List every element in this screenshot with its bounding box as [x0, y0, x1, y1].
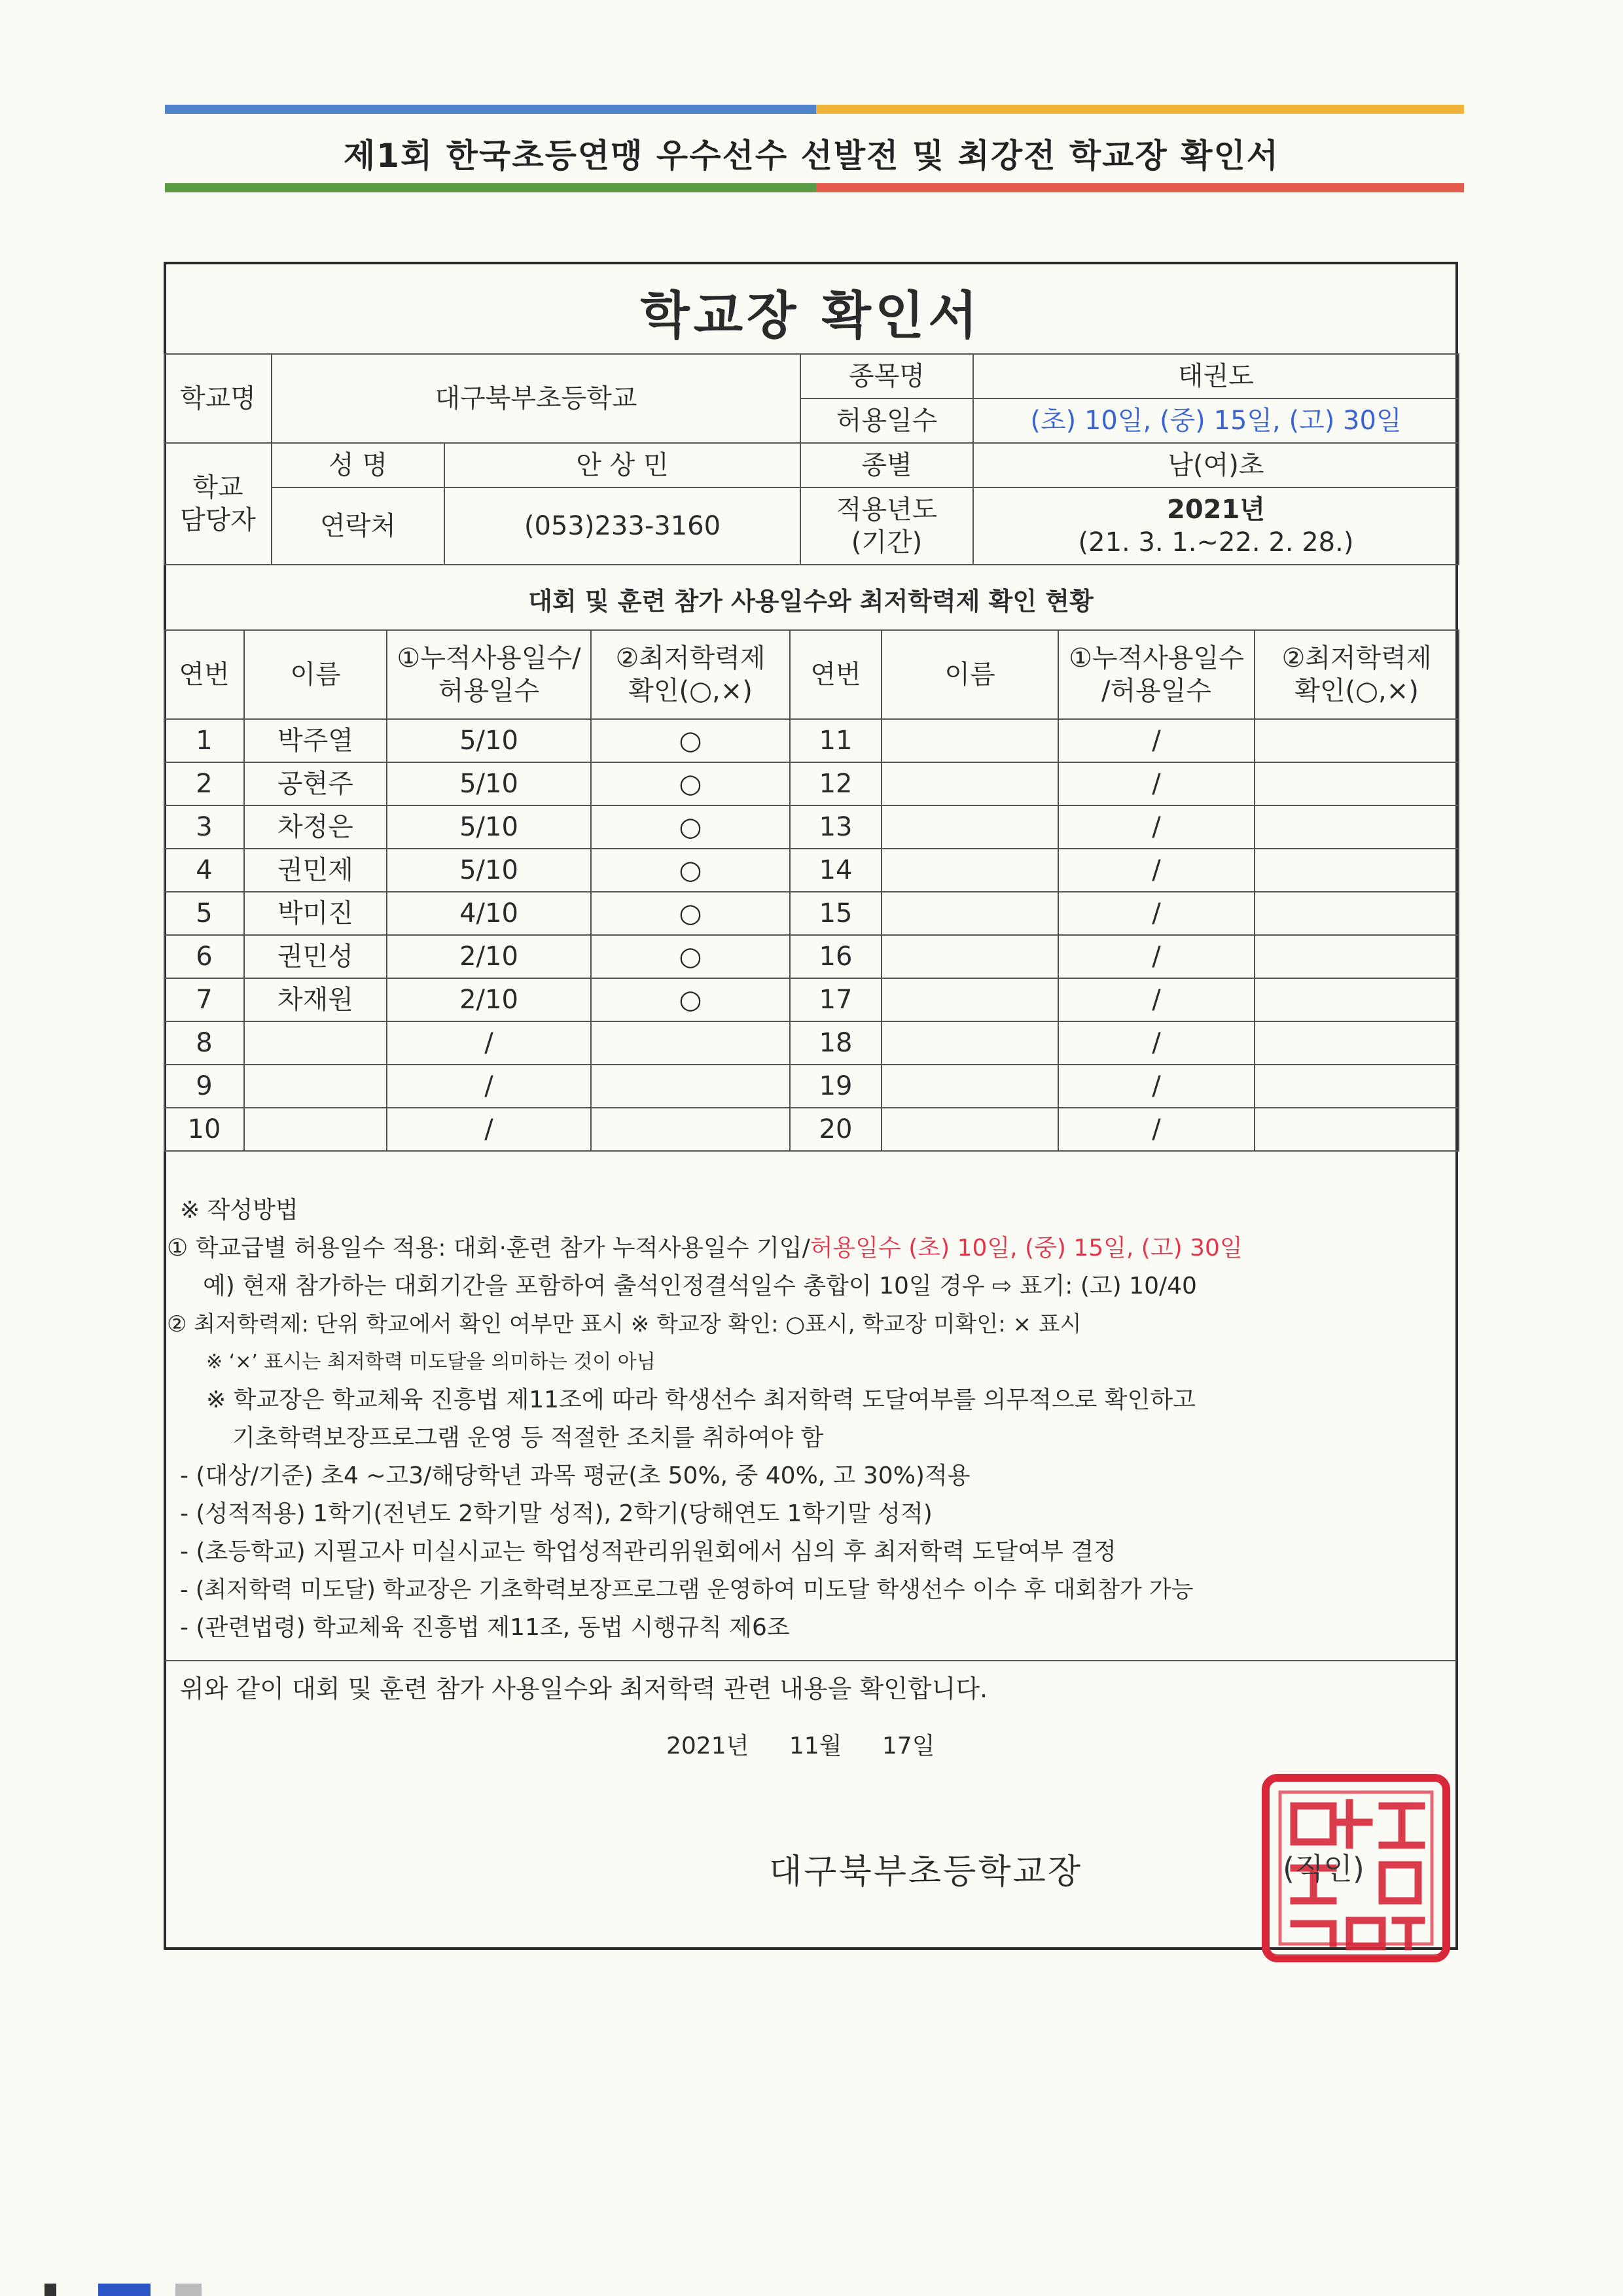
header-bar-bottom-red [816, 183, 1464, 192]
header-acad-line-1: ②최저학력제 [615, 643, 766, 673]
roster-cell-no: 14 [790, 849, 882, 892]
roster-cell-days: 2/10 [387, 978, 591, 1021]
roster-cell-days: / [387, 1021, 591, 1065]
note-line-2: 예) 현재 참가하는 대회기간을 포함하여 출석인정결석일수 총합이 10일 경우 ⇨ 표기: (고) 10/40 [203, 1273, 1197, 1299]
roster-row [164, 892, 1459, 935]
allowed-days-label: 허용일수 [800, 398, 973, 443]
header-bar-top-blue [165, 105, 816, 114]
event-label: 종목명 [800, 354, 973, 398]
roster-cell-days: / [1058, 762, 1255, 805]
roster-cell-no: 17 [790, 978, 882, 1021]
roster-cell-name: 공현주 [244, 762, 387, 805]
roster-cell-check: ○ [591, 719, 790, 762]
header-acad-right-line-2: 확인(○,×) [1294, 676, 1419, 706]
roster-cell-name [882, 892, 1058, 935]
roster-cell-check: ○ [591, 849, 790, 892]
note-line-9: - (초등학교) 지필고사 미실시교는 학업성적관리위원회에서 심의 후 최저학력 도달여부 결정 [180, 1538, 1116, 1565]
roster-row [164, 849, 1459, 892]
roster-cell-days: / [1058, 978, 1255, 1021]
roster-cell-days: / [1058, 935, 1255, 978]
roster-cell-no: 19 [790, 1065, 882, 1108]
roster-cell-check [1255, 849, 1459, 892]
note-line-3: ② 최저학력제: 단위 학교에서 확인 여부만 표시 ※ 학교장 확인: ○표시, 학교장 미확인: × 표시 [167, 1311, 1082, 1337]
notes-section [167, 1191, 1450, 1688]
header-title: 제1회 한국초등연맹 우수선수 선발전 및 최강전 학교장 확인서 [343, 137, 1280, 175]
date-day: 17일 [882, 1733, 935, 1759]
roster-cell-days: 2/10 [387, 935, 591, 978]
roster-row [164, 805, 1459, 849]
roster-cell-days: / [387, 1065, 591, 1108]
roster-cell-days: / [1058, 1108, 1255, 1151]
header-acad-right [1255, 630, 1459, 719]
roster-cell-days: 5/10 [387, 805, 591, 849]
year-value-cell [973, 487, 1459, 565]
roster-cell-no: 4 [164, 849, 244, 892]
scan-mark [45, 2284, 56, 2296]
roster-cell-check [1255, 892, 1459, 935]
manager-label-line-1: 학교 [192, 472, 243, 503]
roster-cell-name [244, 1065, 387, 1108]
roster-cell-days: 5/10 [387, 719, 591, 762]
roster-cell-check: ○ [591, 935, 790, 978]
roster-cell-name [882, 762, 1058, 805]
note-line-6: 기초학력보장프로그램 운영 등 적절한 조치를 취하여야 함 [232, 1424, 824, 1451]
roster-cell-no: 20 [790, 1108, 882, 1151]
roster-cell-days: 5/10 [387, 849, 591, 892]
gender-label: 종별 [800, 443, 973, 487]
year-label-line-2: (기간) [851, 527, 923, 557]
roster-cell-no: 16 [790, 935, 882, 978]
roster-row [164, 1108, 1459, 1151]
info-table [164, 353, 1459, 565]
roster-cell-days: 5/10 [387, 762, 591, 805]
header-days-right-line-1: ①누적사용일수 [1069, 643, 1244, 673]
header-days-right-line-2: /허용일수 [1101, 676, 1212, 706]
gender-value: 남(여)초 [973, 443, 1459, 487]
confirm-text: 위와 같이 대회 및 훈련 참가 사용일수와 최저학력 관련 내용을 확인합니다. [180, 1674, 988, 1703]
manager-label-line-2: 담당자 [180, 505, 256, 535]
roster-cell-name: 권민성 [244, 935, 387, 978]
scan-mark-blue [98, 2284, 151, 2296]
section-title: 대회 및 훈련 참가 사용일수와 최저학력제 확인 현황 [528, 587, 1094, 616]
roster-cell-check [1255, 719, 1459, 762]
roster-cell-check: ○ [591, 978, 790, 1021]
roster-cell-check [591, 1108, 790, 1151]
roster-row [164, 762, 1459, 805]
roster-cell-name: 차재원 [244, 978, 387, 1021]
roster-cell-name: 박미진 [244, 892, 387, 935]
name-value: 안 상 민 [444, 443, 800, 487]
roster-cell-days: / [1058, 719, 1255, 762]
name-label: 성 명 [272, 443, 444, 487]
seal-label: (직인) [1283, 1851, 1364, 1886]
contact-value: (053)233-3160 [444, 487, 800, 565]
note-line-5: ※ 학교장은 학교체육 진흥법 제11조에 따라 학생선수 최저학력 도달여부를 의무적으로 확인하고 [206, 1386, 1196, 1413]
roster-cell-name [882, 1065, 1058, 1108]
document-title: 학교장 확인서 [640, 287, 982, 345]
roster-cell-days: / [1058, 892, 1255, 935]
roster-cell-check: ○ [591, 892, 790, 935]
roster-cell-no: 1 [164, 719, 244, 762]
roster-cell-name [882, 719, 1058, 762]
roster-cell-no: 7 [164, 978, 244, 1021]
roster-cell-name [244, 1021, 387, 1065]
roster-cell-no: 6 [164, 935, 244, 978]
date-month: 11월 [789, 1733, 842, 1759]
roster-cell-no: 3 [164, 805, 244, 849]
note-line-1-text: ① 학교급별 허용일수 적용: 대회·훈련 참가 누적사용일수 기입/ [167, 1235, 810, 1262]
roster-cell-name: 박주열 [244, 719, 387, 762]
date-line [666, 1727, 935, 1761]
date-year: 2021년 [666, 1733, 749, 1759]
event-value: 태권도 [973, 354, 1459, 398]
roster-cell-check [1255, 762, 1459, 805]
contact-label: 연락처 [272, 487, 444, 565]
note-line-10: - (최저학력 미도달) 학교장은 기초학력보장프로그램 운영하여 미도달 학생선수 이수 후 대회참가 가능 [180, 1577, 1194, 1603]
roster-row [164, 1065, 1459, 1108]
note-line-1-allowed: 허용일수 (초) 10일, (중) 15일, (고) 30일 [810, 1235, 1243, 1262]
notes-heading: ※ 작성방법 [180, 1197, 298, 1224]
roster-cell-name [882, 1021, 1058, 1065]
manager-label [164, 443, 272, 565]
roster-cell-no: 10 [164, 1108, 244, 1151]
roster-cell-no: 5 [164, 892, 244, 935]
school-label: 학교명 [164, 354, 272, 443]
period-value: (21. 3. 1.~22. 2. 28.) [1078, 527, 1354, 557]
roster-cell-days: 4/10 [387, 892, 591, 935]
header-days-line-2: 허용일수 [438, 676, 540, 706]
roster-cell-check [1255, 935, 1459, 978]
header-no: 연번 [164, 630, 244, 719]
roster-cell-no: 2 [164, 762, 244, 805]
roster-cell-no: 18 [790, 1021, 882, 1065]
roster-cell-check: ○ [591, 805, 790, 849]
roster-cell-no: 13 [790, 805, 882, 849]
note-line-7: - (대상/기준) 초4 ~고3/해당학년 과목 평균(초 50%, 중 40%, 고 30%)적용 [180, 1462, 971, 1489]
header-days-line-1: ①누적사용일수/ [397, 643, 581, 673]
roster-table [164, 629, 1459, 1152]
roster-cell-check [591, 1065, 790, 1108]
roster-cell-days: / [1058, 849, 1255, 892]
roster-cell-name: 권민제 [244, 849, 387, 892]
note-line-8: - (성적적용) 1학기(전년도 2학기말 성적), 2학기(당해연도 1학기말 성적) [180, 1500, 933, 1527]
year-label-line-1: 적용년도 [836, 495, 938, 525]
roster-cell-no: 11 [790, 719, 882, 762]
roster-cell-days: / [387, 1108, 591, 1151]
allowed-days-value: (초) 10일, (중) 15일, (고) 30일 [973, 398, 1459, 443]
roster-cell-check [1255, 805, 1459, 849]
roster-cell-days: / [1058, 1021, 1255, 1065]
roster-cell-no: 12 [790, 762, 882, 805]
header-days-right [1058, 630, 1255, 719]
roster-cell-name [882, 935, 1058, 978]
header-name-right: 이름 [882, 630, 1058, 719]
header-name: 이름 [244, 630, 387, 719]
header-acad-right-line-1: ②최저학력제 [1281, 643, 1432, 673]
roster-row [164, 978, 1459, 1021]
note-line-4: ※ ‘×’ 표시는 최저학력 미도달을 의미하는 것이 아님 [206, 1351, 656, 1373]
roster-cell-no: 15 [790, 892, 882, 935]
roster-cell-no: 9 [164, 1065, 244, 1108]
header-days [387, 630, 591, 719]
notes-divider [165, 1660, 1457, 1661]
year-label [800, 487, 973, 565]
header-acad-line-2: 확인(○,×) [628, 676, 753, 706]
roster-cell-check [591, 1021, 790, 1065]
school-value: 대구북부초등학교 [272, 354, 800, 443]
roster-cell-name [882, 849, 1058, 892]
roster-cell-check: ○ [591, 762, 790, 805]
roster-cell-days: / [1058, 1065, 1255, 1108]
note-line-1 [167, 1229, 1243, 1268]
roster-cell-check [1255, 1065, 1459, 1108]
roster-cell-days: / [1058, 805, 1255, 849]
roster-cell-check [1255, 1021, 1459, 1065]
note-line-11: - (관련법령) 학교체육 진흥법 제11조, 동법 시행규칙 제6조 [180, 1614, 790, 1641]
roster-cell-check [1255, 978, 1459, 1021]
scan-mark-gray [175, 2284, 202, 2296]
roster-cell-name [244, 1108, 387, 1151]
header-bar-top-yellow [816, 105, 1464, 114]
roster-cell-name [882, 805, 1058, 849]
roster-cell-name [882, 978, 1058, 1021]
roster-cell-name: 차정은 [244, 805, 387, 849]
header-no-right: 연번 [790, 630, 882, 719]
roster-cell-name [882, 1108, 1058, 1151]
roster-row [164, 719, 1459, 762]
roster-row [164, 1021, 1459, 1065]
roster-body [164, 719, 1459, 1151]
roster-cell-no: 8 [164, 1021, 244, 1065]
roster-cell-check [1255, 1108, 1459, 1151]
signer-name: 대구북부초등학교장 [769, 1852, 1083, 1892]
header-bar-bottom-green [165, 183, 816, 192]
header-acad [591, 630, 790, 719]
roster-row [164, 935, 1459, 978]
year-value: 2021년 [1167, 495, 1265, 525]
